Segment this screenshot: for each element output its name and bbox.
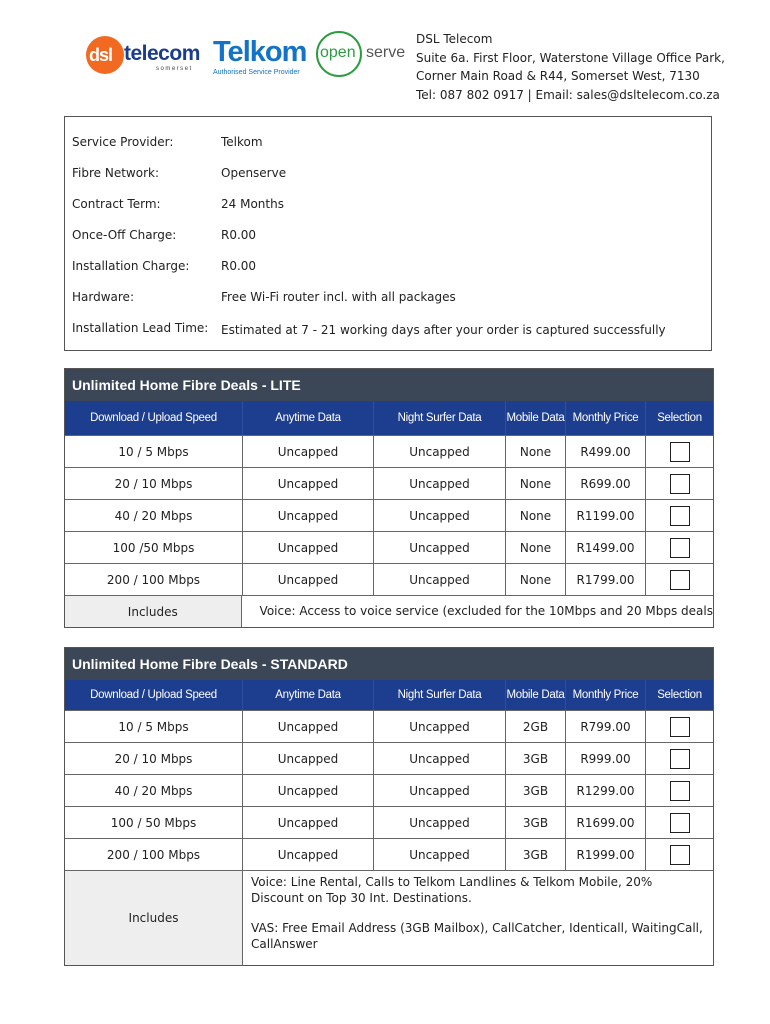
mobile-cell: 3GB (506, 743, 566, 774)
dsl-logo-word: telecom (124, 42, 200, 65)
selection-checkbox[interactable] (670, 781, 690, 801)
col-header-price: Monthly Price (566, 680, 646, 710)
mobile-cell: 3GB (506, 775, 566, 806)
mobile-cell: None (506, 436, 566, 467)
anytime-cell: Uncapped (243, 775, 374, 806)
col-header-night: Night Surfer Data (374, 680, 506, 710)
selection-cell (646, 564, 713, 595)
night-cell: Uncapped (374, 807, 506, 838)
price-cell: R799.00 (566, 711, 646, 742)
night-cell: Uncapped (374, 500, 506, 531)
price-cell: R1199.00 (566, 500, 646, 531)
dsl-logo-sub: somerset (156, 66, 193, 72)
table-row (65, 563, 713, 595)
contact-address-2: Corner Main Road & R44, Somerset West, 7130 (416, 69, 700, 83)
mobile-cell: 3GB (506, 807, 566, 838)
price-cell: R1799.00 (566, 564, 646, 595)
info-label-network: Fibre Network: (72, 166, 159, 180)
telkom-logo (213, 38, 313, 80)
anytime-cell: Uncapped (243, 564, 374, 595)
standard-table-header (65, 680, 713, 710)
info-value-leadtime: Estimated at 7 - 21 working days after your order is captured successfully (221, 323, 666, 337)
anytime-cell: Uncapped (243, 500, 374, 531)
speed-cell: 200 / 100 Mbps (65, 839, 243, 870)
selection-checkbox[interactable] (670, 474, 690, 494)
mobile-cell: None (506, 468, 566, 499)
selection-checkbox[interactable] (670, 813, 690, 833)
col-header-anytime: Anytime Data (243, 401, 374, 435)
includes-vas-text: VAS: Free Email Address (3GB Mailbox), CallCatcher, Identicall, WaitingCall, CallAnswer (251, 921, 703, 951)
standard-includes-row (65, 870, 713, 965)
selection-cell (646, 500, 713, 531)
telkom-logo-sub: Authorised Service Provider (213, 69, 300, 76)
night-cell: Uncapped (374, 564, 506, 595)
col-header-selection: Selection (657, 411, 702, 424)
price-cell: R999.00 (566, 743, 646, 774)
anytime-cell: Uncapped (243, 532, 374, 563)
col-header-speed: Download / Upload Speed (65, 680, 243, 710)
dsl-logo-mark: dsl (89, 45, 113, 65)
selection-checkbox[interactable] (670, 506, 690, 526)
table-row (65, 531, 713, 563)
mobile-cell: None (506, 532, 566, 563)
lite-table-header (65, 401, 713, 435)
info-value-term: 24 Months (221, 197, 284, 211)
col-header-speed: Download / Upload Speed (65, 401, 243, 435)
speed-cell: 40 / 20 Mbps (65, 500, 243, 531)
info-value-provider: Telkom (221, 135, 263, 149)
speed-cell: 100 /50 Mbps (65, 532, 243, 563)
dsl-telecom-logo (86, 36, 206, 78)
price-cell: R1499.00 (566, 532, 646, 563)
price-cell: R1299.00 (566, 775, 646, 806)
col-header-selection: Selection (657, 688, 702, 701)
lite-includes-row (65, 595, 713, 627)
mobile-cell: 3GB (506, 839, 566, 870)
price-cell: R1999.00 (566, 839, 646, 870)
selection-checkbox[interactable] (670, 845, 690, 865)
speed-cell: 10 / 5 Mbps (65, 436, 243, 467)
contact-block (416, 30, 725, 104)
anytime-cell: Uncapped (243, 711, 374, 742)
info-label-onceoff: Once-Off Charge: (72, 228, 177, 242)
includes-text-block (243, 871, 713, 965)
speed-cell: 200 / 100 Mbps (65, 564, 243, 595)
night-cell: Uncapped (374, 532, 506, 563)
night-cell: Uncapped (374, 743, 506, 774)
info-value-network: Openserve (221, 166, 287, 180)
standard-deals-table (64, 647, 714, 966)
night-cell: Uncapped (374, 775, 506, 806)
contact-address-1: Suite 6a. First Floor, Waterstone Village Office Park, (416, 50, 725, 65)
speed-cell: 20 / 10 Mbps (65, 468, 243, 499)
speed-cell: 40 / 20 Mbps (65, 775, 243, 806)
selection-checkbox[interactable] (670, 570, 690, 590)
lite-deals-table (64, 368, 714, 628)
selection-cell (646, 743, 713, 774)
price-cell: R699.00 (566, 468, 646, 499)
selection-cell (646, 436, 713, 467)
table-row (65, 838, 713, 870)
service-info-box (64, 116, 712, 351)
includes-label: Includes (65, 871, 243, 965)
selection-cell (646, 711, 713, 742)
info-value-installation: R0.00 (221, 259, 257, 273)
col-header-mobile: Mobile Data (506, 680, 566, 710)
telkom-logo-word: Telkom (213, 36, 307, 68)
info-label-leadtime: Installation Lead Time: (72, 321, 209, 335)
speed-cell: 100 / 50 Mbps (65, 807, 243, 838)
includes-label: Includes (65, 596, 242, 627)
info-value-onceoff: R0.00 (221, 228, 257, 242)
table-row (65, 742, 713, 774)
col-header-anytime: Anytime Data (243, 680, 374, 710)
openserve-logo (316, 31, 412, 81)
table-row (65, 499, 713, 531)
selection-checkbox[interactable] (670, 749, 690, 769)
col-header-mobile: Mobile Data (506, 401, 566, 435)
speed-cell: 10 / 5 Mbps (65, 711, 243, 742)
anytime-cell: Uncapped (243, 468, 374, 499)
price-cell: R499.00 (566, 436, 646, 467)
night-cell: Uncapped (374, 468, 506, 499)
selection-cell (646, 532, 713, 563)
night-cell: Uncapped (374, 839, 506, 870)
openserve-logo-open: open (320, 44, 356, 61)
info-label-provider: Service Provider: (72, 135, 174, 149)
col-header-price: Monthly Price (566, 401, 646, 435)
anytime-cell: Uncapped (243, 839, 374, 870)
contact-phone-email: Tel: 087 802 0917 | Email: sales@dsltelecom.co.za (416, 87, 720, 102)
anytime-cell: Uncapped (243, 436, 374, 467)
mobile-cell: None (506, 500, 566, 531)
price-cell: R1699.00 (566, 807, 646, 838)
selection-cell (646, 807, 713, 838)
info-label-hardware: Hardware: (72, 290, 134, 304)
lite-table-title: Unlimited Home Fibre Deals - LITE (65, 369, 713, 401)
mobile-cell: 2GB (506, 711, 566, 742)
includes-voice-text: Voice: Line Rental, Calls to Telkom Landlines & Telkom Mobile, 20% Discount on Top 30 Int. Destinations. (251, 875, 653, 905)
table-row (65, 806, 713, 838)
table-row (65, 774, 713, 806)
anytime-cell: Uncapped (243, 743, 374, 774)
selection-cell (646, 839, 713, 870)
anytime-cell: Uncapped (243, 807, 374, 838)
table-row (65, 435, 713, 467)
openserve-logo-serve: serve (366, 44, 406, 61)
selection-cell (646, 775, 713, 806)
selection-checkbox[interactable] (670, 538, 690, 558)
contact-company: DSL Telecom (416, 32, 493, 46)
selection-checkbox[interactable] (670, 717, 690, 737)
table-row (65, 467, 713, 499)
mobile-cell: None (506, 564, 566, 595)
selection-checkbox[interactable] (670, 442, 690, 462)
speed-cell: 20 / 10 Mbps (65, 743, 243, 774)
info-label-term: Contract Term: (72, 197, 161, 211)
includes-text: Voice: Access to voice service (excluded for the 10Mbps and 20 Mbps deals (259, 603, 713, 618)
standard-table-title: Unlimited Home Fibre Deals - STANDARD (65, 648, 713, 680)
night-cell: Uncapped (374, 436, 506, 467)
night-cell: Uncapped (374, 711, 506, 742)
col-header-night: Night Surfer Data (374, 401, 506, 435)
info-value-hardware: Free Wi-Fi router incl. with all packages (221, 290, 456, 304)
selection-cell (646, 468, 713, 499)
table-row (65, 710, 713, 742)
info-label-installation: Installation Charge: (72, 259, 190, 273)
